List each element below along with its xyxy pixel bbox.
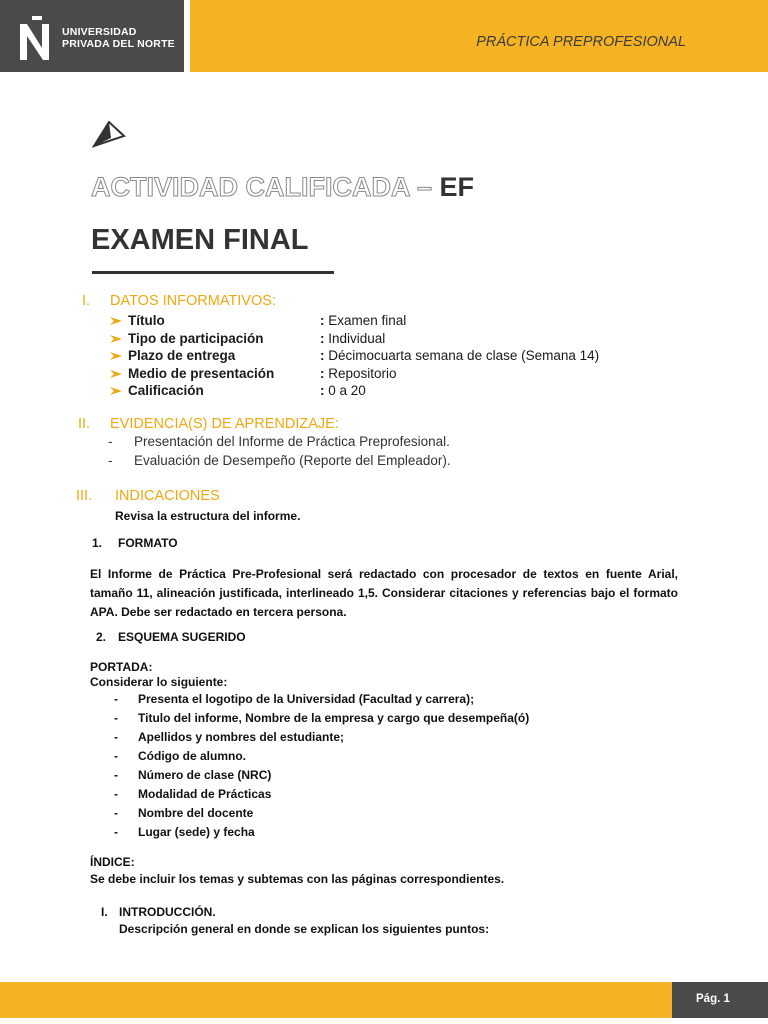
esquema-number: 2. [96,630,107,644]
info-value-text: 0 a 20 [328,383,366,398]
dash-bullet: - [114,825,118,839]
logo-line2: PRIVADA DEL NORTE [62,38,175,50]
portada-item-text: Número de clase (NRC) [138,768,272,782]
introduccion-title: INTRODUCCIÓN. [119,905,216,919]
footer-page-box [672,982,768,1018]
university-name [62,26,175,50]
arrow-bullet-icon [110,386,122,396]
introduccion-heading [101,905,216,919]
info-label: Plazo de entrega [128,348,236,363]
activity-title [91,172,474,203]
arrow-bullet-icon [110,334,122,344]
formato-number: 1. [92,536,103,550]
portada-item-text: Apellidos y nombres del estudiante; [138,730,345,744]
section3-heading [76,488,220,504]
portada-item [114,749,246,763]
header-title: PRÁCTICA PREPROFESIONAL [476,34,686,50]
dash-bullet: - [114,692,118,706]
logo-line1: UNIVERSIDAD [62,26,137,38]
portada-title: PORTADA: [90,660,153,674]
section3-number: III. [76,488,93,504]
info-label: Calificación [128,383,204,398]
dash-bullet: - [114,711,118,725]
info-value: : Individual [320,331,386,346]
portada-item [114,730,344,744]
indice-text: Se debe incluir los temas y subtemas con las páginas correspondientes. [90,872,505,886]
info-value: : Repositorio [320,366,397,381]
section2-heading [78,416,339,432]
evidence-text: Evaluación de Desempeño (Reporte del Empleador). [134,453,451,468]
section1-heading [82,293,276,309]
upn-logo-icon [18,16,52,60]
dash-bullet: - [108,453,113,468]
info-value-text: Examen final [328,313,407,328]
formato-heading [92,536,178,550]
info-value-text: Individual [328,331,386,346]
portada-item [114,711,529,725]
arrow-bullet-icon [110,316,122,326]
info-label: Medio de presentación [128,366,275,381]
arrow-bullet-icon [110,369,122,379]
portada-item-text: Nombre del docente [138,806,254,820]
dash-bullet: - [108,434,113,449]
portada-item-text: Código de alumno. [138,749,246,763]
introduccion-number: I. [101,905,108,919]
indicaciones-intro: Revisa la estructura del informe. [115,509,301,523]
title-underline [92,271,334,274]
info-value-text: Repositorio [328,366,397,381]
portada-item [114,768,271,782]
portada-intro: Considerar lo siguiente: [90,675,228,689]
university-logo-panel [0,0,184,72]
introduccion-text: Descripción general en donde se explican los siguientes puntos: [119,922,490,936]
dash-bullet: - [114,749,118,763]
portada-item-text: Modalidad de Prácticas [138,787,272,801]
portada-item-text: Presenta el logotipo de la Universidad (Facultad y carrera); [138,692,475,706]
dash-bullet: - [114,730,118,744]
esquema-title: ESQUEMA SUGERIDO [118,630,246,644]
section1-title: DATOS INFORMATIVOS: [110,293,276,309]
section3-title: INDICACIONES [115,488,220,504]
info-value: : 0 a 20 [320,383,366,398]
portada-item-text: Lugar (sede) y fecha [138,825,255,839]
esquema-heading [96,630,246,644]
info-value-text: Décimocuarta semana de clase (Semana 14) [328,348,600,363]
portada-item [114,692,474,706]
title-outline-text: ACTIVIDAD CALIFICADA – [91,172,432,202]
evidence-text: Presentación del Informe de Práctica Preprofesional. [134,434,450,449]
dash-bullet: - [114,787,118,801]
title-ef-text: EF [432,172,475,202]
section2-title: EVIDENCIA(S) DE APRENDIZAJE: [110,416,339,432]
portada-item [114,806,253,820]
info-value: : Décimocuarta semana de clase (Semana 14) [320,348,600,363]
arrow-icon [92,120,126,148]
page-number: Pág. 1 [696,993,730,1005]
formato-title: FORMATO [118,536,178,550]
dash-bullet: - [114,768,118,782]
evidence-item [108,434,450,449]
portada-item [114,787,271,801]
info-label: Tipo de participación [128,331,264,346]
info-label: Título [128,313,165,328]
section2-number: II. [78,416,91,432]
section1-number: I. [82,293,91,309]
portada-item-text: Titulo del informe, Nombre de la empresa y cargo que desempeña(ó) [138,711,530,725]
indice-title: ÍNDICE: [90,855,135,869]
portada-item [114,825,255,839]
evidence-item [108,453,451,468]
header-bar [190,0,768,72]
footer-bar [0,982,690,1018]
exam-title: EXAMEN FINAL [91,224,309,256]
arrow-bullet-icon [110,351,122,361]
formato-paragraph: El Informe de Práctica Pre-Profesional será redactado con procesador de textos en fuente Arial, tamaño 11, alineación justificada, interlineado 1,5. Considerar citaciones y referencias bajo el formato APA. Debe ser redactado en tercera persona. [90,567,678,619]
info-value: : Examen final [320,313,407,328]
dash-bullet: - [114,806,118,820]
